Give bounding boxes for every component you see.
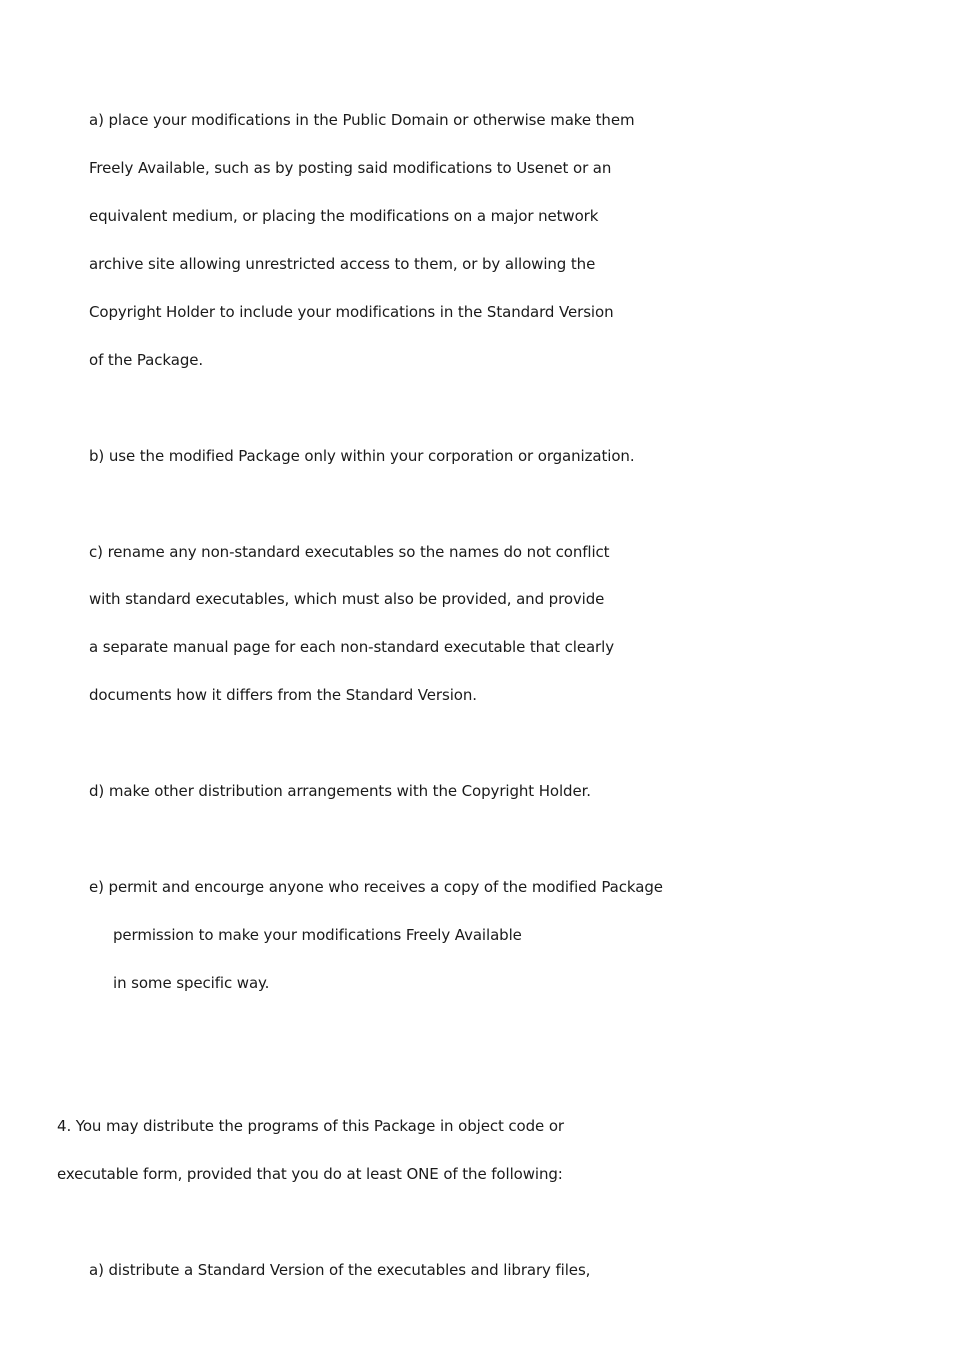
- text-line: equivalent medium, or placing the modifications on a major network: [89, 207, 599, 225]
- text-line: b) use the modified Package only within your corporation or organization.: [89, 447, 635, 465]
- text-line: d) make other distribution arrangements with the Copyright Holder.: [89, 782, 591, 800]
- text-line: permission to make your modifications Freely Available: [113, 926, 522, 944]
- text-line: Freely Available, such as by posting said modifications to Usenet or an: [89, 159, 612, 177]
- text-line: documents how it differs from the Standard Version.: [89, 686, 477, 704]
- text-line: executable form, provided that you do at least ONE of the following:: [57, 1165, 563, 1183]
- text-line: a) distribute a Standard Version of the executables and library files,: [89, 1261, 591, 1279]
- text-line: a) place your modifications in the Public Domain or otherwise make them: [89, 111, 635, 129]
- text-line: a separate manual page for each non-standard executable that clearly: [89, 638, 614, 656]
- text-line: Copyright Holder to include your modifications in the Standard Version: [89, 303, 614, 321]
- text-line: in some specific way.: [113, 974, 270, 992]
- text-line: of the Package.: [89, 351, 204, 369]
- text-line: with standard executables, which must also be provided, and provide: [89, 590, 605, 608]
- text-line: archive site allowing unrestricted access to them, or by allowing the: [89, 255, 596, 273]
- text-line: e) permit and encourge anyone who receives a copy of the modified Package: [89, 878, 663, 896]
- text-line: c) rename any non-standard executables so the names do not conflict: [89, 543, 610, 561]
- text-line: 4. You may distribute the programs of this Package in object code or: [57, 1117, 565, 1135]
